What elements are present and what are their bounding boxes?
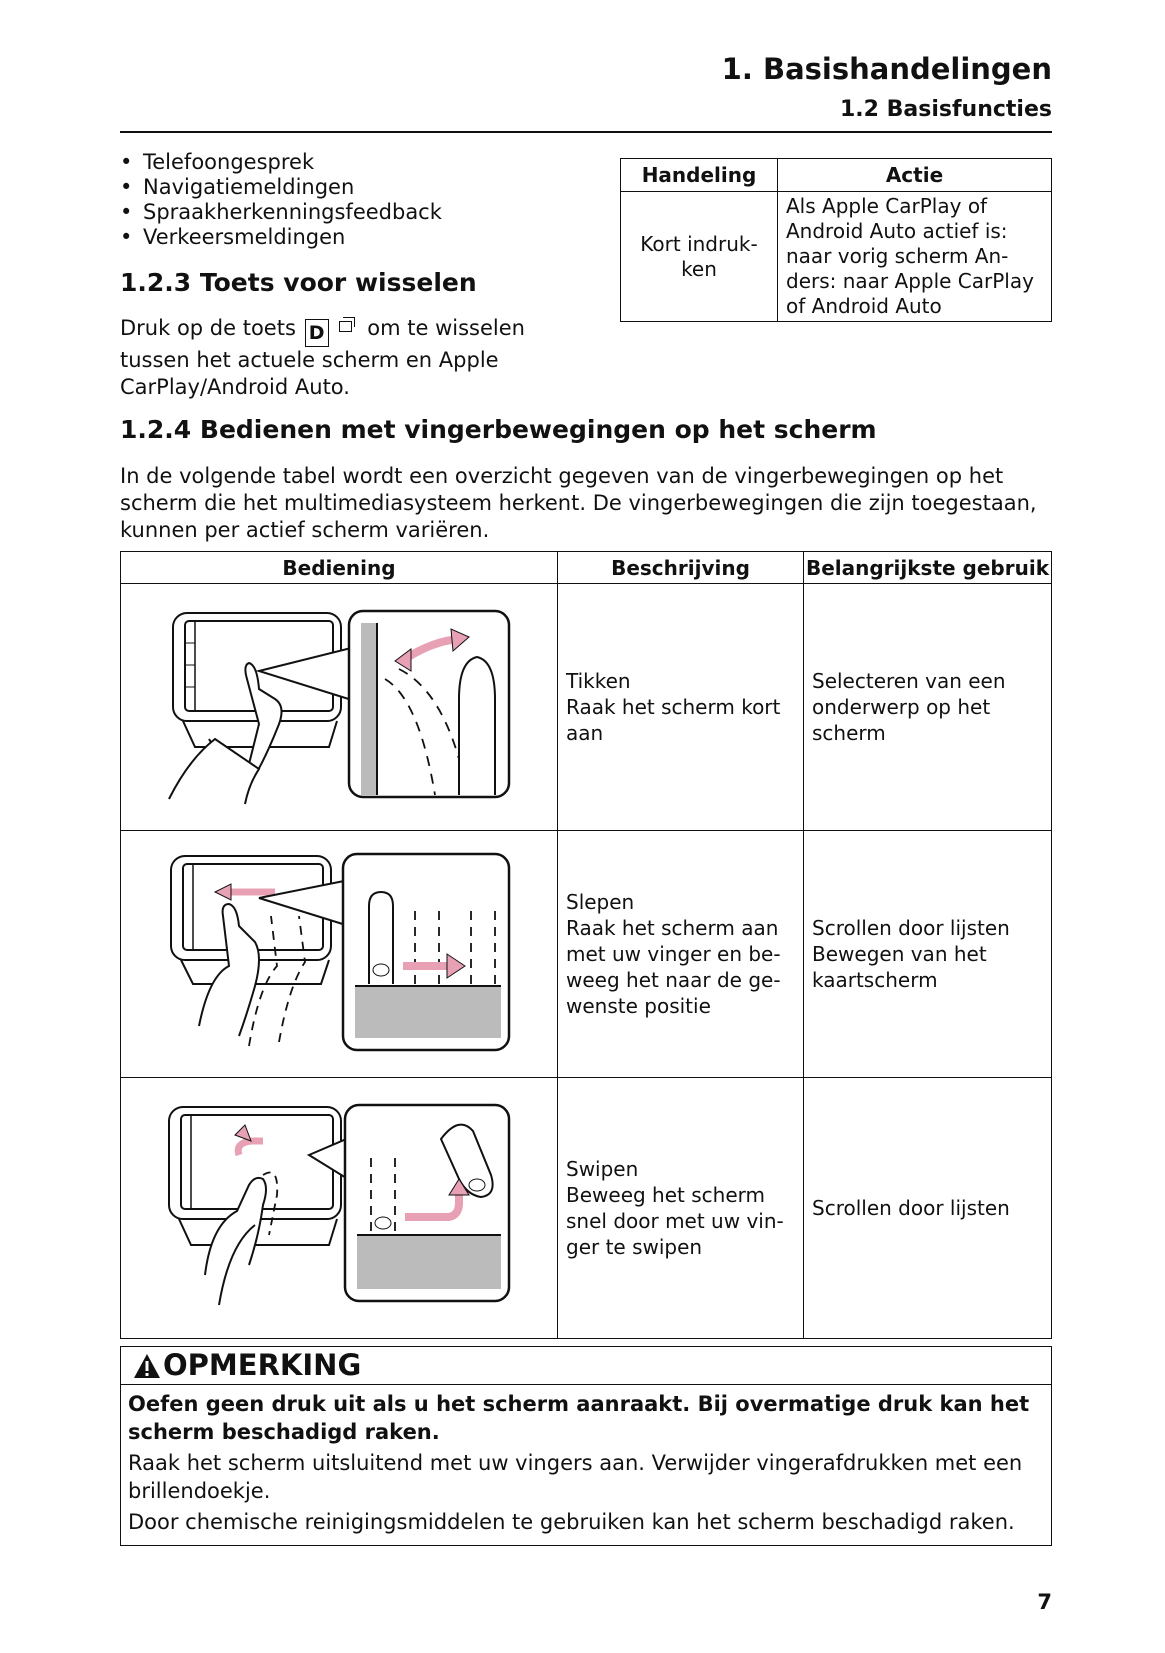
list-item: • Spraakherkenningsfeedback [120, 200, 442, 225]
gesture-table [120, 551, 1052, 1339]
para-text-before: Druk op de toets [120, 316, 296, 340]
note-header [120, 1346, 1052, 1385]
para-text-after: om te wisselen tussen het actuele scherm en Apple CarPlay/Android Auto. [120, 316, 525, 399]
list-item: • Navigatiemeldingen [120, 175, 442, 200]
gesture-usage: Scrollen door lijsten [804, 1078, 1052, 1339]
table-row [121, 831, 1052, 1078]
note-warning-text: Oefen geen druk uit als u het scherm aanraakt. Bij overmatige druk kan het scherm beschadigd raken. [128, 1392, 1030, 1444]
gesture-description: Tikken Raak het scherm kort aan [558, 584, 804, 831]
switch-paragraph [120, 315, 540, 401]
intro-paragraph: In de volgende tabel wordt een overzicht gegeven van de vingerbewegingen op het scherm die het multimediasysteem herkent. De vingerbewegingen die zijn toegestaan, kunnen per actief scherm variëren. [120, 464, 1037, 542]
note-body [120, 1384, 1052, 1546]
table-row [121, 1078, 1052, 1339]
chapter-title: 1. Basishandelingen [721, 52, 1052, 86]
bullet-list [120, 150, 442, 250]
table-header: Beschrijving [558, 552, 804, 584]
switch-table [620, 158, 1052, 322]
list-item: • Verkeersmeldingen [120, 225, 442, 250]
swipe-illustration [121, 1078, 558, 1339]
heading-toets-voor-wisselen: 1.2.3 Toets voor wisselen [120, 268, 477, 297]
header-rule [120, 131, 1052, 133]
tap-illustration [121, 584, 558, 831]
table-header: Actie [778, 159, 1052, 192]
drag-gesture-icon [159, 846, 519, 1056]
table-cell-actie: Als Apple CarPlay of Android Auto actief is: naar vorig scherm An- ders: naar Apple CarPlay of Android Auto [778, 192, 1052, 322]
page-number: 7 [1037, 1590, 1052, 1614]
drag-illustration [121, 831, 558, 1078]
note-title: OPMERKING [163, 1348, 362, 1382]
table-header: Handeling [621, 159, 778, 192]
list-item: • Telefoongesprek [120, 150, 442, 175]
gesture-usage: Scrollen door lijsten Bewegen van het kaartscherm [804, 831, 1052, 1078]
heading-vingerbewegingen: 1.2.4 Bedienen met vingerbewegingen op het scherm [120, 415, 877, 444]
d-key-icon: D [305, 319, 329, 347]
warning-icon [133, 1351, 161, 1388]
note-paragraph: Door chemische reinigingsmiddelen te gebruiken kan het scherm beschadigd raken. [128, 1510, 1015, 1534]
table-cell-handeling: Kort indruk- ken [621, 192, 778, 322]
gesture-usage: Selecteren van een onderwerp op het scherm [804, 584, 1052, 831]
table-header: Bediening [121, 552, 558, 584]
gesture-description: Slepen Raak het scherm aan met uw vinger en be- weeg het naar de ge- wenste positie [558, 831, 804, 1078]
tap-gesture-icon [159, 599, 519, 809]
table-row [121, 584, 1052, 831]
section-title: 1.2 Basisfuncties [840, 97, 1052, 122]
window-switch-icon [339, 317, 355, 331]
swipe-gesture-icon [159, 1095, 519, 1315]
note-paragraph: Raak het scherm uitsluitend met uw vingers aan. Verwijder vingerafdrukken met een brillendoekje. [128, 1451, 1023, 1503]
gesture-description: Swipen Beweeg het scherm snel door met uw vin- ger te swipen [558, 1078, 804, 1339]
table-header: Belangrijkste gebruik [804, 552, 1052, 584]
